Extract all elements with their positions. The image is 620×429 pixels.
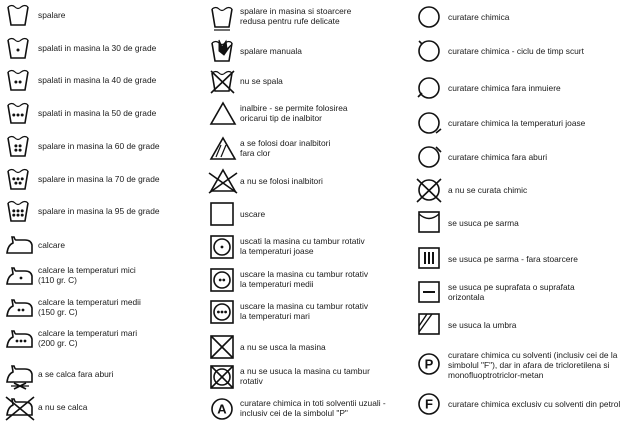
care-symbol-label [240, 138, 330, 158]
bleach-triangle [211, 103, 235, 124]
hand-wash-icon [209, 37, 241, 67]
care-symbol-label-line: calcare la temperaturi medii [38, 297, 141, 307]
care-symbol-label-line: calcare la temperaturi mari [38, 328, 138, 338]
care-symbol-label-line: simbolul "F"), dar in afara de tricloretilena si [448, 360, 610, 370]
iron-body [7, 300, 32, 316]
care-symbol-label-line: calcare la temperaturi mici [38, 265, 136, 275]
wash-70-icon [5, 165, 37, 195]
tumble-circle [214, 272, 230, 288]
line-dry-icon [416, 209, 448, 239]
shade-line-a [419, 314, 427, 326]
tub-water [8, 71, 28, 74]
care-symbol-label-line: curatare chimica - ciclu de timp scurt [448, 46, 584, 56]
bleach-any-icon [209, 100, 241, 130]
temperature-dot [19, 149, 22, 152]
short-cycle-tick [419, 41, 422, 44]
care-symbol-label [448, 399, 620, 409]
care-symbol-label-line: calcare [38, 240, 65, 250]
iron-no-steam-icon [5, 360, 37, 390]
temperature-dot [221, 311, 224, 314]
temperature-dot [217, 311, 220, 314]
tub-water [8, 6, 28, 9]
dry-square [211, 203, 233, 225]
care-symbol-label [38, 265, 136, 285]
dry-clean-circle [419, 113, 439, 133]
iron-body [7, 237, 32, 253]
temperature-dot [14, 182, 17, 185]
care-symbol-label [240, 176, 323, 186]
care-symbol-label [448, 282, 575, 302]
care-symbol-label-line: spalati in masina la 30 de grade [38, 43, 157, 53]
care-symbol-label-line: orizontala [448, 292, 485, 302]
care-symbol-label [448, 152, 547, 162]
care-symbol-label [448, 350, 617, 380]
care-symbol-label-line: nu se spala [240, 76, 283, 86]
drip-dry-icon [416, 245, 448, 275]
care-symbol-label [448, 118, 585, 128]
care-symbol-label-line: curatare chimica exclusiv cu solventi din petrol [448, 399, 620, 409]
temperature-dot [17, 214, 20, 217]
dry-clean-f-icon [416, 390, 448, 420]
care-symbol-label [240, 269, 368, 289]
dry-flat-icon [416, 279, 448, 309]
care-symbol-label [240, 301, 368, 321]
care-symbol-label-line: uscare la masina cu tambur rotativ [240, 301, 369, 311]
tub-water [8, 39, 28, 42]
care-symbol-label-line: la temperaturi mari [240, 311, 310, 321]
care-symbol-label-line: se usuca pe sarma - fara stoarcere [448, 254, 578, 264]
care-symbol-label-line: (110 gr. C) [38, 275, 77, 285]
tub-water [8, 202, 28, 205]
wash-50-icon [5, 99, 37, 129]
care-symbol-label-line: oricarui tip de inalbitor [240, 113, 322, 123]
care-symbol-label-line: spalati in masina la 40 de grade [38, 75, 157, 85]
care-symbol-label-line: (150 gr. C) [38, 307, 78, 317]
care-symbol-label-line: rotativ [240, 376, 263, 386]
temperature-dot [19, 182, 22, 185]
tumble-dry-medium-icon [209, 266, 241, 296]
iron-low-temp-icon [5, 262, 37, 292]
care-symbol-label-line: a nu se usca la masina [240, 342, 326, 352]
care-symbol-label-line: inclusiv cei de la simbolul "P" [240, 408, 348, 418]
care-symbol-label [240, 103, 348, 123]
iron-body [7, 331, 32, 347]
care-symbol-label-line: spalare in masina si stoarcere [240, 6, 352, 16]
wash-95-icon [5, 197, 37, 227]
tub-body [8, 138, 28, 156]
temperature-dot [21, 214, 24, 217]
care-symbol-label [240, 76, 283, 86]
temperature-dot [17, 114, 20, 117]
dry-in-shade-icon [416, 311, 448, 341]
temperature-dot [18, 309, 21, 312]
care-symbol-label [38, 328, 137, 348]
care-symbol-label-line: curatare chimica fara inmuiere [448, 83, 561, 93]
care-symbol-label-line: se usuca pe sarma [448, 218, 519, 228]
tumble-dry-high-icon [209, 298, 241, 328]
care-symbol-label [38, 206, 160, 216]
care-symbol-label-line: spalare in masina la 60 de grade [38, 141, 160, 151]
care-symbol-label-line: curatare chimica [448, 12, 510, 22]
care-symbol-label-line: se usuca la umbra [448, 320, 517, 330]
solvent-letter: F [425, 396, 433, 412]
dry-clean-low-heat-icon [416, 109, 448, 139]
care-symbol-label-line: a se calca fara aburi [38, 369, 114, 379]
temperature-dot [12, 114, 15, 117]
temperature-dot [17, 177, 20, 180]
temperature-dot [221, 246, 224, 249]
dry-clean-icon [416, 3, 448, 33]
line-curve [419, 214, 439, 219]
iron-body [7, 268, 32, 284]
bleach-triangle [211, 170, 235, 191]
care-symbol-label [38, 240, 65, 250]
temperature-dot [21, 209, 24, 212]
temperature-dot [14, 149, 17, 152]
solvent-letter: A [217, 401, 227, 417]
tub-body [8, 72, 28, 90]
temperature-dot [21, 177, 24, 180]
temperature-dot [17, 49, 20, 52]
dry-clean-no-soak-icon [416, 74, 448, 104]
dry-clean-no-steam-icon [416, 143, 448, 173]
care-symbol-label-line: a nu se curata chimic [448, 185, 528, 195]
iron-medium-temp-icon [5, 294, 37, 324]
care-symbol-label [38, 297, 141, 317]
temperature-dot [12, 214, 15, 217]
wash-tub-icon [5, 1, 37, 31]
dry-clean-circle [419, 78, 439, 98]
care-symbol-label [38, 108, 156, 118]
tub-water [8, 104, 28, 107]
temperature-dot [14, 144, 17, 147]
temperature-dot [24, 340, 27, 343]
hand-shape [219, 40, 231, 55]
care-symbol-label-line: spalare in masina la 70 de grade [38, 174, 160, 184]
tumble-dry-normal-icon [209, 233, 241, 263]
wash-30-icon [5, 34, 37, 64]
care-symbol-label-line: a se folosi doar inalbitori [240, 138, 331, 148]
care-symbol-label-line: la temperaturi joase [240, 246, 314, 256]
temperature-dot [222, 279, 225, 282]
tub-body [8, 7, 28, 25]
care-symbol-label [38, 43, 156, 53]
temperature-dot [219, 279, 222, 282]
care-symbol-label [240, 342, 326, 352]
dry-square [419, 212, 439, 232]
care-symbol-label [38, 10, 65, 20]
care-symbol-label [448, 320, 516, 330]
do-not-wash-icon [209, 67, 241, 97]
drying-square-icon [209, 200, 241, 230]
care-symbol-label [38, 75, 156, 85]
temperature-dot [21, 114, 24, 117]
care-symbol-label-line: inalbire - se permite folosirea [240, 103, 348, 113]
care-symbol-label [240, 398, 386, 418]
bleach-non-chlorine-icon [209, 135, 241, 165]
wash-gentle-icon [209, 3, 241, 33]
temperature-dot [16, 340, 19, 343]
care-symbol-label [448, 46, 584, 56]
tub-water [8, 170, 28, 173]
care-symbol-label-line: spalare manuala [240, 46, 302, 56]
care-symbol-label [240, 6, 351, 26]
care-symbol-label [240, 209, 265, 219]
wash-60-icon [5, 132, 37, 162]
bleach-triangle [211, 138, 235, 159]
care-symbol-label-line: la temperaturi medii [240, 279, 314, 289]
care-symbol-label [38, 369, 113, 379]
care-symbol-label [240, 236, 365, 256]
temperature-dot [20, 277, 23, 280]
non-chlorine-line-b [221, 145, 226, 157]
care-symbol-label [38, 174, 160, 184]
temperature-dot [20, 340, 23, 343]
do-not-machine-dry-icon [209, 333, 241, 363]
care-symbol-label-line: fara clor [240, 148, 271, 158]
tub-water [212, 8, 232, 11]
care-symbol-label-line: monofluoptrotriclor-metan [448, 370, 544, 380]
care-symbol-label-line: spalati in masina la 50 de grade [38, 108, 157, 118]
care-symbol-label-line: redusa pentru rufe delicate [240, 16, 340, 26]
do-not-bleach-icon [209, 167, 241, 197]
temperature-dot [19, 81, 22, 84]
care-symbol-label [38, 402, 87, 412]
dry-clean-circle [419, 147, 439, 167]
temperature-dot [224, 311, 227, 314]
wash-40-icon [5, 66, 37, 96]
care-symbol-label-line: spalare in masina la 95 de grade [38, 206, 160, 216]
care-symbol-label [448, 254, 578, 264]
do-not-dry-clean-icon [416, 176, 448, 206]
temperature-dot [14, 81, 17, 84]
do-not-tumble-dry-icon [209, 363, 241, 393]
temperature-dot [22, 309, 25, 312]
care-symbol-label-line: spalare [38, 10, 66, 20]
dry-clean-short-cycle-icon [416, 37, 448, 67]
temperature-dot [17, 209, 20, 212]
temperature-dot [12, 209, 15, 212]
care-symbol-label-line: a nu se calca [38, 402, 88, 412]
care-symbol-label [240, 366, 370, 386]
tub-water [8, 137, 28, 140]
dry-clean-circle [419, 7, 439, 27]
care-symbol-label-line: curatare chimica cu solventi (inclusiv cei de la [448, 350, 618, 360]
iron-icon [5, 231, 37, 261]
care-symbol-label-line: curatare chimica in toti solventii uzuali - [240, 398, 386, 408]
iron-high-temp-icon [5, 325, 37, 355]
care-symbol-label [448, 83, 561, 93]
dry-clean-p-icon [416, 350, 448, 380]
care-symbol-label [240, 46, 302, 56]
temperature-dot [19, 144, 22, 147]
care-symbol-label-line: uscati la masina cu tambur rotativ [240, 236, 365, 246]
care-symbol-label-line: a nu se folosi inalbitori [240, 176, 323, 186]
temperature-dot [12, 177, 15, 180]
care-symbol-label-line: uscare [240, 209, 266, 219]
tub-body [212, 9, 232, 27]
dry-clean-a-icon [209, 395, 241, 425]
care-symbol-label [38, 141, 160, 151]
iron-body [7, 366, 32, 382]
solvent-letter: P [424, 356, 434, 372]
do-not-iron-icon [5, 393, 37, 423]
care-symbol-label [448, 185, 527, 195]
care-symbol-label-line: curatare chimica la temperaturi joase [448, 118, 586, 128]
care-symbol-label-line: curatare chimica fara aburi [448, 152, 548, 162]
care-symbol-label-line: se usuca pe suprafata o suprafata [448, 282, 575, 292]
care-symbol-label-line: uscare la masina cu tambur rotativ [240, 269, 369, 279]
tub-water [212, 42, 232, 45]
care-symbol-label-line: (200 gr. C) [38, 338, 78, 348]
care-symbol-label [448, 12, 509, 22]
care-symbol-label-line: a nu se usuca la masina cu tambur [240, 366, 370, 376]
care-symbol-label [448, 218, 519, 228]
